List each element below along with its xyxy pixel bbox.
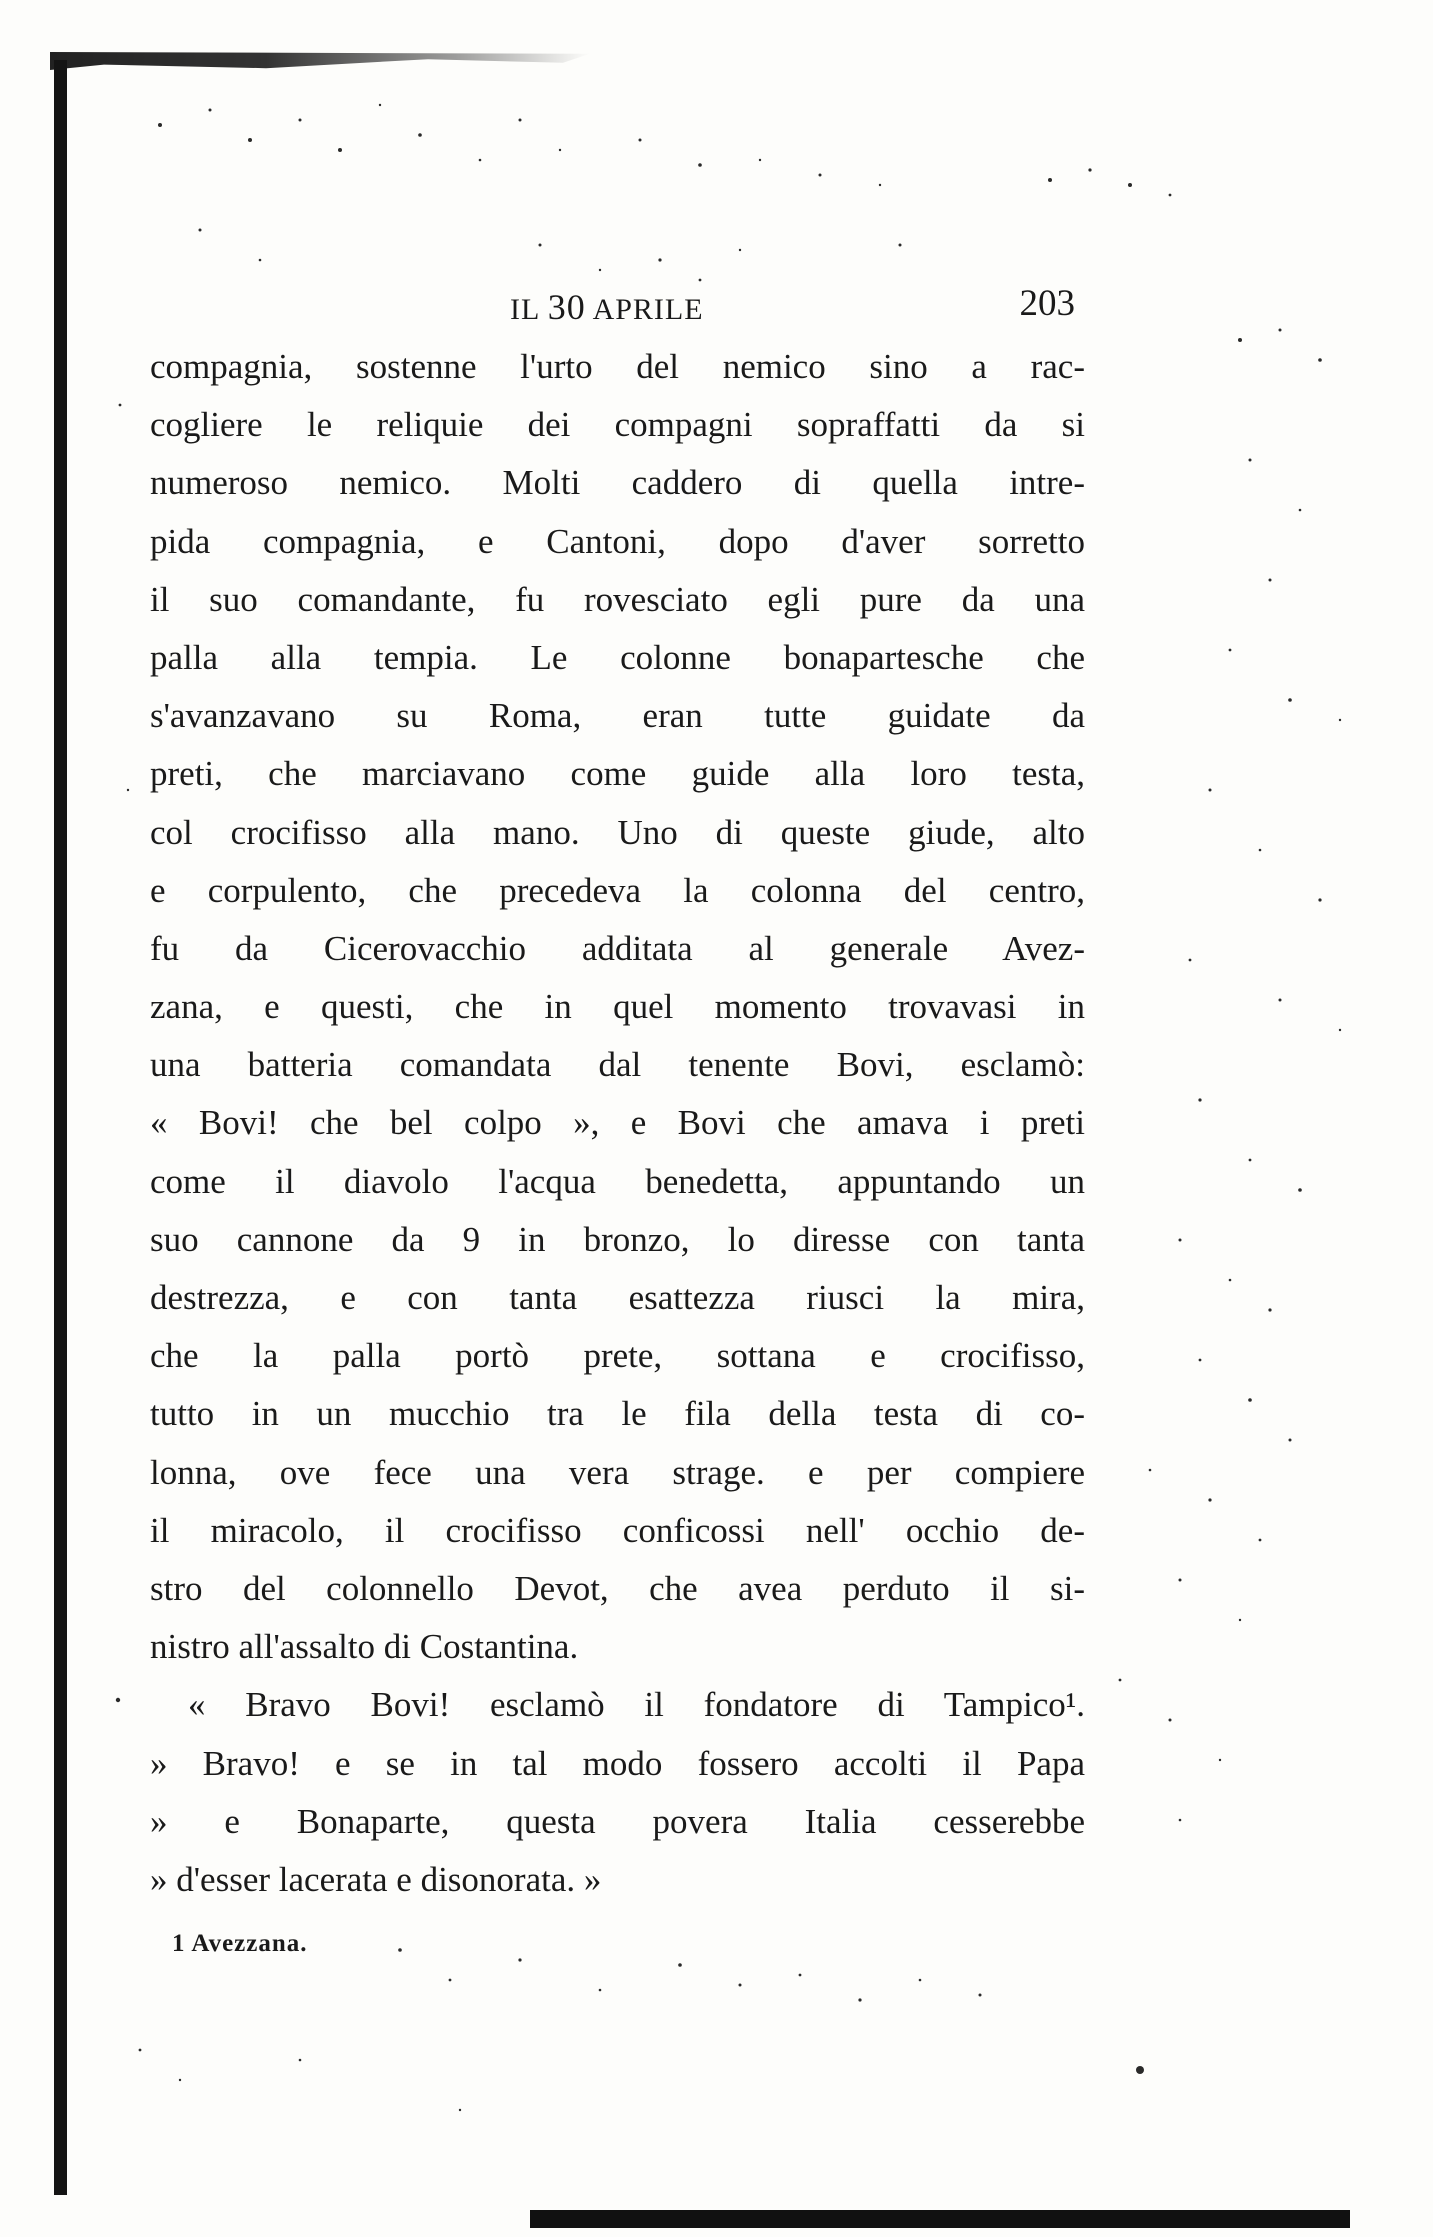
page-number: 203: [1019, 283, 1075, 324]
text-line: stro del colonnello Devot, che avea perduto il si-: [150, 1568, 1085, 1608]
text-line: « Bovi! che bel colpo », e Bovi che amava i preti: [150, 1103, 1085, 1143]
text-line: col crocifisso alla mano. Uno di queste giude, alto: [150, 812, 1085, 852]
text-line: che la palla portò prete, sottana e crocifisso,: [150, 1336, 1085, 1376]
text-line: » e Bonaparte, questa povera Italia cesserebbe: [150, 1801, 1085, 1841]
text-line: cogliere le reliquie dei compagni sopraffatti da si: [150, 405, 1085, 445]
running-title: [510, 286, 704, 328]
running-header: [150, 282, 1085, 332]
text-line-quote-start: « Bravo Bovi! esclamò il fondatore di Tampico¹.: [188, 1685, 1085, 1725]
footnote: 1 Avezzana.: [172, 1930, 308, 1957]
text-line: pida compagnia, e Cantoni, dopo d'aver sorretto: [150, 521, 1085, 561]
text-line: e corpulento, che precedeva la colonna del centro,: [150, 870, 1085, 910]
text-line: fu da Cicerovacchio additata al generale Avez-: [150, 928, 1085, 968]
text-line: suo cannone da 9 in bronzo, lo diresse con tanta: [150, 1219, 1085, 1259]
text-line: come il diavolo l'acqua benedetta, appuntando un: [150, 1161, 1085, 1201]
text-line: il miracolo, il crocifisso conficossi nell' occhio de-: [150, 1510, 1085, 1550]
scan-left-border: [54, 60, 67, 2195]
text-line: preti, che marciavano come guide alla loro testa,: [150, 754, 1085, 794]
text-line: destrezza, e con tanta esattezza riusci la mira,: [150, 1278, 1085, 1317]
text-line-quote-end: » d'esser lacerata e disonorata. »: [150, 1859, 602, 1899]
scan-top-smudge: [50, 52, 590, 70]
text-line: una batteria comandata dal tenente Bovi, esclamò:: [150, 1045, 1085, 1085]
running-title-number: 30: [547, 287, 586, 327]
text-line-paragraph-end: nistro all'assalto di Costantina.: [150, 1627, 579, 1667]
running-title-prefix: IL: [510, 293, 540, 326]
text-line: il suo comandante, fu rovesciato egli pure da una: [150, 579, 1085, 619]
text-line: zana, e questi, che in quel momento trovavasi in: [150, 987, 1085, 1027]
text-line: palla alla tempia. Le colonne bonapartesche che: [150, 637, 1085, 677]
text-line: compagnia, sostenne l'urto del nemico sino a rac-: [150, 347, 1085, 386]
body-text: [150, 338, 1085, 1909]
text-line: » Bravo! e se in tal modo fossero accolti il Papa: [150, 1743, 1085, 1783]
scan-bottom-border: [530, 2210, 1350, 2228]
text-line: s'avanzavano su Roma, eran tutte guidate da: [150, 696, 1085, 736]
running-title-suffix: APRILE: [592, 293, 704, 326]
text-line: tutto in un mucchio tra le fila della testa di co-: [150, 1394, 1085, 1434]
text-line: lonna, ove fece una vera strage. e per compiere: [150, 1452, 1085, 1492]
text-line: numeroso nemico. Molti caddero di quella intre-: [150, 463, 1085, 503]
